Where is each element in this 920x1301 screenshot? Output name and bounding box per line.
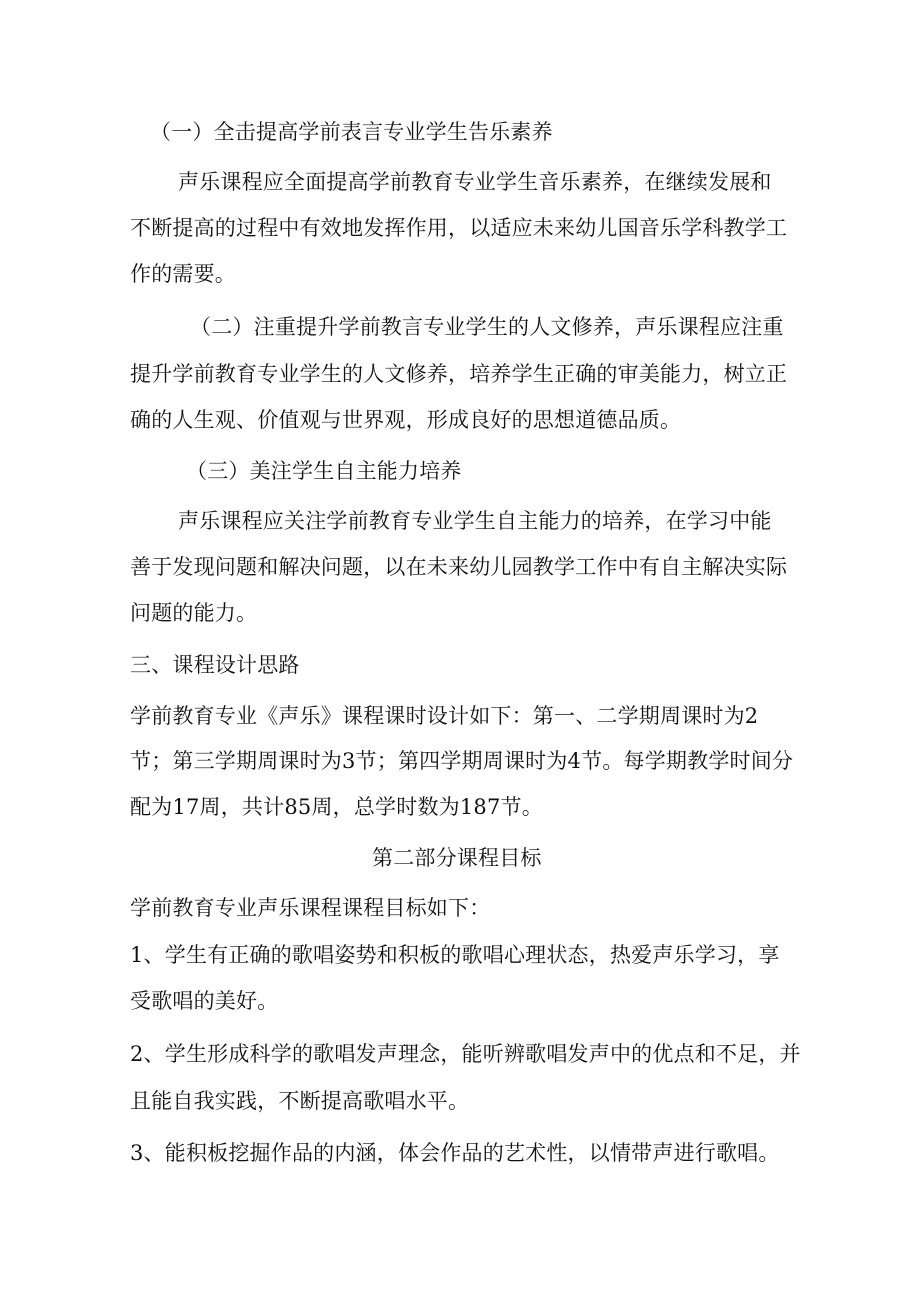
paragraph-line: 作的需要。 [130, 262, 236, 286]
paragraph-line: 问题的能力。 [130, 601, 258, 625]
list-item-line: 3、能积板挖掘作品的内涵，体会作品的艺术性，以情带声进行歌唱。 [130, 1141, 780, 1165]
paragraph-line: 不断提高的过程中有效地发挥作用，以适应未来幼儿国音乐学科教学工 [130, 216, 788, 240]
paragraph-line: 声乐课程应关注学前教育专业学生自主能力的培养，在学习中能 [178, 509, 772, 533]
paragraph-line: 学前教育专业声乐课程课程目标如下： [130, 896, 491, 920]
list-item-line: 1、学生有正确的歌唱姿势和积板的歌唱心理状态，热爱声乐学习，享 [130, 943, 780, 967]
paragraph-line: 提升学前教育专业学生的人文修养，培养学生正确的审美能力，树立正 [130, 362, 788, 386]
paragraph-line: 声乐课程应全面提高学前教育专业学生音乐素养，在继续发展和 [178, 170, 772, 194]
list-item-line: 2、学生形成科学的歌唱发声理念，能听辨歌唱发声中的优点和不足，并 [130, 1042, 801, 1066]
paragraph-line: 确的人生观、价值观与世界观，形成良好的思想道德品质。 [130, 408, 682, 432]
paragraph-line: 善于发现问题和解决问题，以在未来幼儿园教学工作中有自主解决实际 [130, 555, 788, 579]
subsection-heading-1: （一）全击提高学前表言专业学生告乐素养 [150, 120, 553, 144]
list-item-line: 且能自我实践，不断提高歌唱水平。 [130, 1089, 470, 1113]
paragraph-line: 学前教育专业《声乐》课程课时设计如下：第一、二学期周课时为2 [130, 704, 759, 728]
section-heading: 三、课程设计思路 [130, 653, 300, 677]
part-heading: 第二部分课程目标 [372, 846, 542, 870]
list-item-line: 受歌唱的美好。 [130, 989, 279, 1013]
subsection-heading-2: （二）注重提升学前教言专业学生的人文修养，声乐课程应注重 [190, 315, 784, 339]
subsection-heading-3: （三）美注学生自主能力培养 [186, 459, 462, 483]
paragraph-line: 配为17周，共计85周，总学时数为187节。 [130, 795, 543, 819]
paragraph-line: 节；第三学期周课时为3节；第四学期周课时为4节。每学期教学时间分 [130, 749, 794, 773]
